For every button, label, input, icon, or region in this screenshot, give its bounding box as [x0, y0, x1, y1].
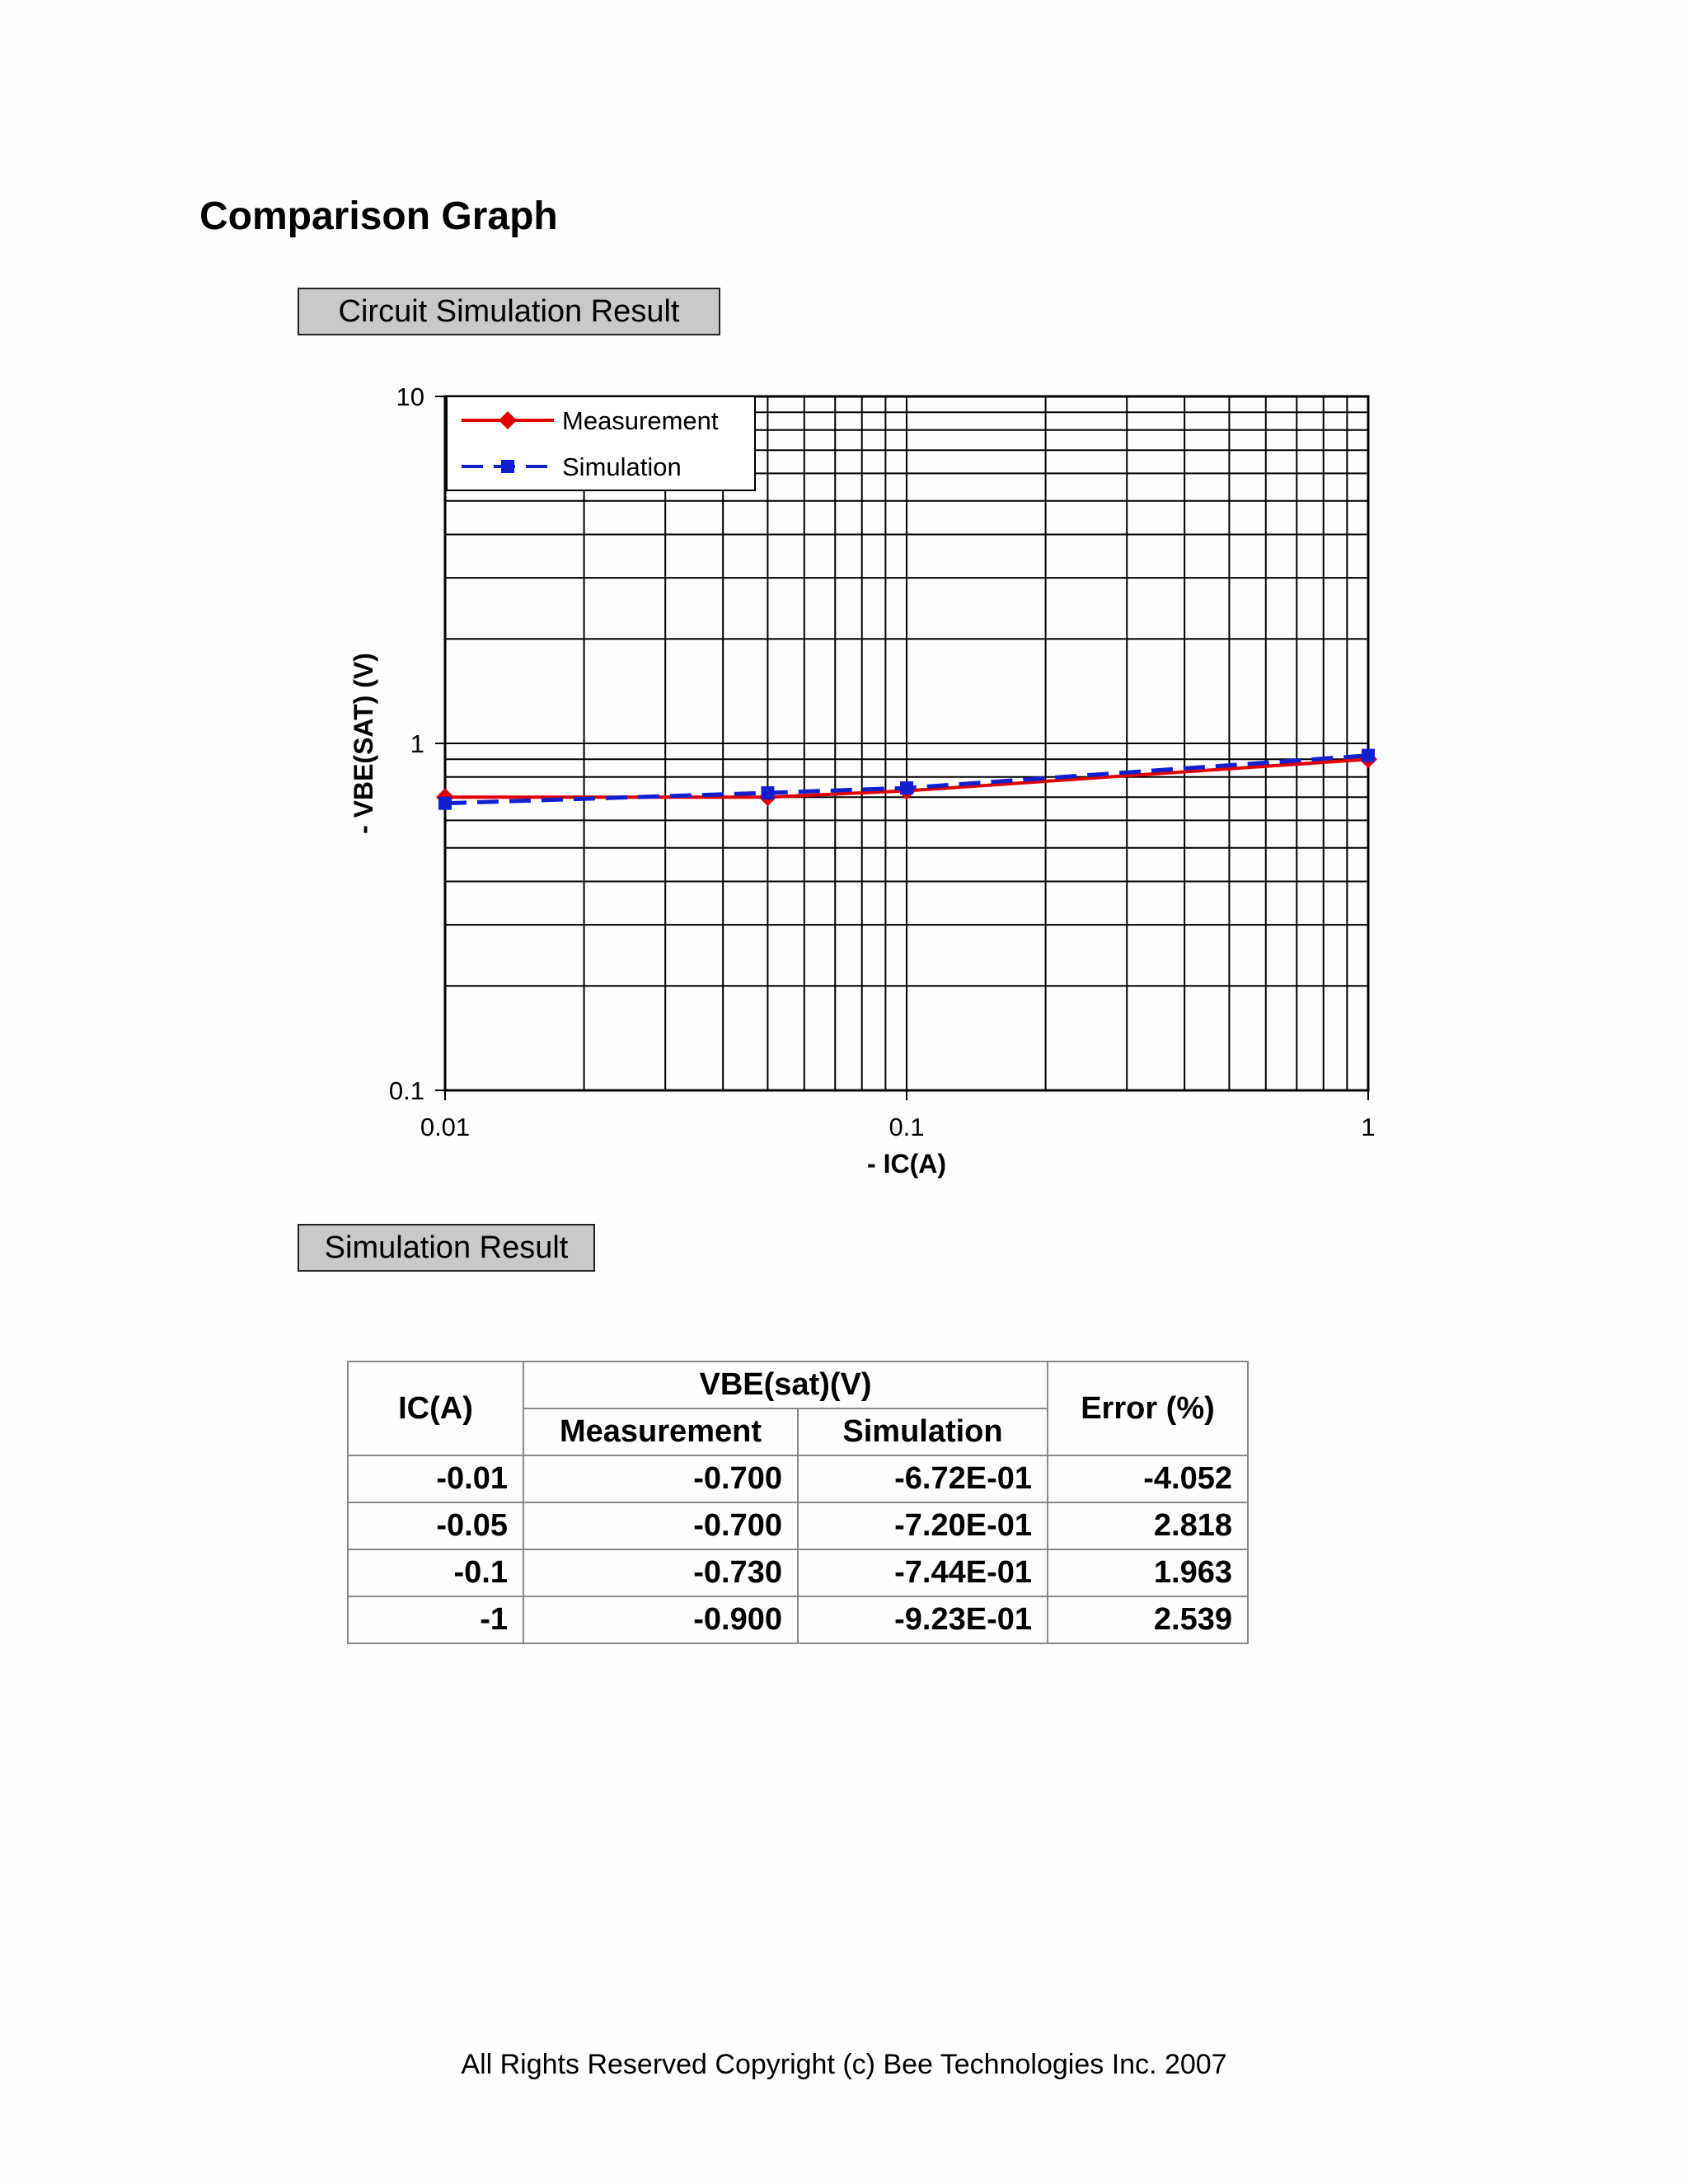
cell-error: 2.539	[1048, 1596, 1248, 1643]
data-point	[900, 781, 913, 794]
cell-measurement: -0.900	[523, 1596, 798, 1643]
cell-measurement: -0.700	[523, 1455, 798, 1502]
cell-simulation: -7.44E-01	[798, 1549, 1048, 1596]
header-simulation: Simulation	[798, 1408, 1048, 1455]
legend-swatch-marker	[501, 460, 514, 473]
header-ic: IC(A)	[348, 1361, 523, 1455]
y-tick-label: 1	[410, 729, 424, 758]
header-error: Error (%)	[1048, 1361, 1248, 1455]
y-tick-label: 10	[396, 382, 424, 411]
x-axis-label: - IC(A)	[867, 1149, 946, 1179]
cell-measurement: -0.730	[523, 1549, 798, 1596]
copyright-footer: All Rights Reserved Copyright (c) Bee Technologies Inc. 2007	[461, 2049, 1227, 2080]
cell-measurement: -0.700	[523, 1502, 798, 1549]
table-row	[348, 1549, 1248, 1596]
x-tick-label: 0.01	[420, 1113, 471, 1141]
chart-legend	[447, 396, 755, 490]
cell-simulation: -7.20E-01	[798, 1502, 1048, 1549]
table-row	[348, 1596, 1248, 1643]
cell-error: 1.963	[1048, 1549, 1248, 1596]
cell-ic: -0.05	[348, 1502, 523, 1549]
table-row	[348, 1455, 1248, 1502]
cell-error: 2.818	[1048, 1502, 1248, 1549]
header-measurement: Measurement	[523, 1408, 798, 1455]
page-title: Comparison Graph	[199, 194, 558, 238]
x-tick-label: 1	[1361, 1113, 1376, 1141]
header-vbe: VBE(sat)(V)	[523, 1361, 1048, 1408]
x-tick-label: 0.1	[889, 1113, 925, 1141]
data-point	[1362, 749, 1375, 762]
data-point	[761, 786, 774, 799]
cell-ic: -0.1	[348, 1549, 523, 1596]
results-table	[347, 1361, 1249, 1644]
cell-simulation: -9.23E-01	[798, 1596, 1048, 1643]
axis-ticks	[389, 382, 1376, 1141]
data-point	[438, 797, 452, 810]
y-axis-label: - VBE(SAT) (V)	[349, 653, 378, 834]
table-row	[348, 1502, 1248, 1549]
y-tick-label: 0.1	[388, 1076, 424, 1105]
cell-ic: -1	[348, 1596, 523, 1643]
legend-label: Simulation	[562, 452, 682, 481]
circuit-simulation-result-label: Circuit Simulation Result	[298, 288, 720, 335]
cell-error: -4.052	[1048, 1455, 1248, 1502]
cell-simulation: -6.72E-01	[798, 1455, 1048, 1502]
simulation-result-label: Simulation Result	[298, 1224, 595, 1272]
legend-label: Measurement	[562, 406, 719, 435]
cell-ic: -0.01	[348, 1455, 523, 1502]
chart-grid	[445, 396, 1368, 1090]
